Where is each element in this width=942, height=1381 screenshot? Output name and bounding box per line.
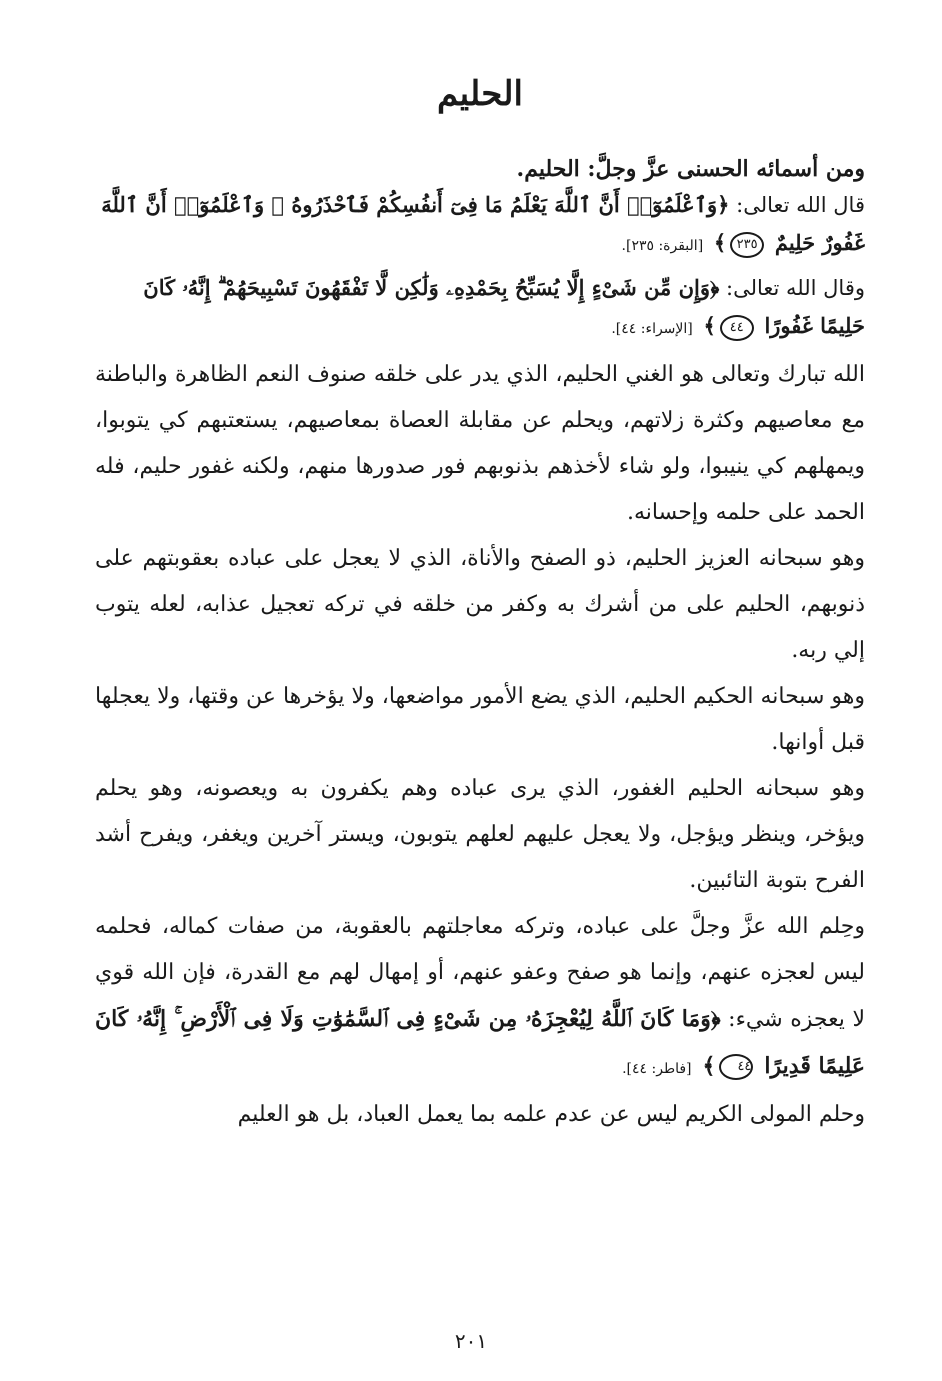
verse-reference: [فاطر: ٤٤]. bbox=[622, 1061, 692, 1077]
quran-bracket-open: ﴿ bbox=[710, 275, 720, 300]
verse-reference: [الإسراء: ٤٤]. bbox=[611, 321, 693, 337]
quran-bracket-open: ﴿ bbox=[717, 192, 730, 217]
ayah-number-mark: ٤٤ bbox=[719, 1054, 753, 1080]
quran-bracket-close: ﴾ bbox=[703, 313, 716, 338]
paragraph-text: وحِلم الله عزَّ وجلَّ على عباده، وتركه معاجلتهم بالعقوبة، من صفات كماله، فحلمه ليس لعجزه عنهم، وإنما هو صفح وعفو عنهم، أو إمهال لهم مع القدرة، فإن الله قوي لا يعجزه شيء: bbox=[95, 914, 865, 1032]
ayah-number-mark: ٤٤ bbox=[720, 315, 754, 341]
quran-bracket-open: ﴿ bbox=[710, 1006, 721, 1032]
page-number: ٢٠١ bbox=[454, 1329, 488, 1353]
quran-bracket-close: ﴾ bbox=[702, 1053, 716, 1079]
verse-block-2 bbox=[95, 269, 865, 348]
verse-reference: [البقرة: ٢٣٥]. bbox=[621, 238, 704, 254]
verse-prefix: وقال الله تعالى: bbox=[726, 276, 865, 300]
page-title: الحليم bbox=[437, 74, 523, 114]
page-content bbox=[95, 60, 865, 1360]
intro-line: ومن أسمائه الحسنى عزَّ وجلَّ: الحليم. bbox=[516, 156, 865, 182]
body-paragraph-5 bbox=[95, 904, 865, 1092]
body-paragraph-4: وهو سبحانه الحليم الغفور، الذي يرى عباده وهم يكفرون به ويعصونه، وهو يحلم ويؤخر، وينظر ويؤجل، ولا يعجل عليهم لعلهم يتوبون، ويستر آخرين ويغفر، ويفرح أشد الفرح بتوبة التائبين. bbox=[95, 776, 865, 893]
quran-bracket-close: ﴾ bbox=[713, 230, 727, 255]
body-paragraph-2: وهو سبحانه العزيز الحليم، ذو الصفح والأناة، الذي لا يعجل على عباده بعقوبتهم على ذنوبهم، الحليم على من أشرك به وكفر من خلقه في تركه تعجيل عذابه، لعله يتوب إلي ربه. bbox=[95, 546, 865, 663]
quran-verse: وَٱعْلَمُوٓا۟ أَنَّ ٱللَّهَ يَعْلَمُ مَا فِىٓ أَنفُسِكُمْ فَٱحْذَرُوهُ ۚ وَٱعْلَمُوٓا۟ أَنَّ ٱللَّهَ غَفُورٌ حَلِيمٌ bbox=[101, 192, 865, 255]
ayah-number-mark: ٢٣٥ bbox=[730, 232, 764, 258]
quran-verse: وَإِن مِّن شَىْءٍ إِلَّا يُسَبِّحُ بِحَمْدِهِۦ وَلَٰكِن لَّا تَفْقَهُونَ تَسْبِيحَهُمْ ۗ إِنَّهُۥ كَانَ حَلِيمًا غَفُورًا bbox=[143, 275, 865, 338]
verse-prefix: قال الله تعالى: bbox=[736, 193, 865, 217]
body-paragraph-1: الله تبارك وتعالى هو الغني الحليم، الذي يدر على خلقه صنوف النعم الظاهرة والباطنة مع معاصيهم وكثرة زلاتهم، ويحلم عن مقابلة العصاة بمعاصيهم، يستعتبهم كي يتوبوا، ويمهلهم كي ينيبوا، ولو شاء لأخذهم بذنوبهم فور صدورها منهم، ولكنه غفور حليم، فله الحمد على حلمه وإحسانه. bbox=[95, 362, 865, 525]
body-paragraph-3: وهو سبحانه الحكيم الحليم، الذي يضع الأمور مواضعها، ولا يؤخرها عن وقتها، ولا يعجلها قبل أوانها. bbox=[95, 684, 866, 755]
quran-verse: وَمَا كَانَ ٱللَّهُ لِيُعْجِزَهُۥ مِن شَىْءٍ فِى ٱلسَّمَٰوَٰتِ وَلَا فِى ٱلْأَرْضِ ۚ إِنَّهُۥ كَانَ عَلِيمًا قَدِيرًا bbox=[95, 1006, 865, 1079]
body-paragraph-6: وحلم المولى الكريم ليس عن عدم علمه بما يعمل العباد، بل هو العليم bbox=[237, 1102, 865, 1127]
verse-block-1 bbox=[95, 186, 865, 265]
